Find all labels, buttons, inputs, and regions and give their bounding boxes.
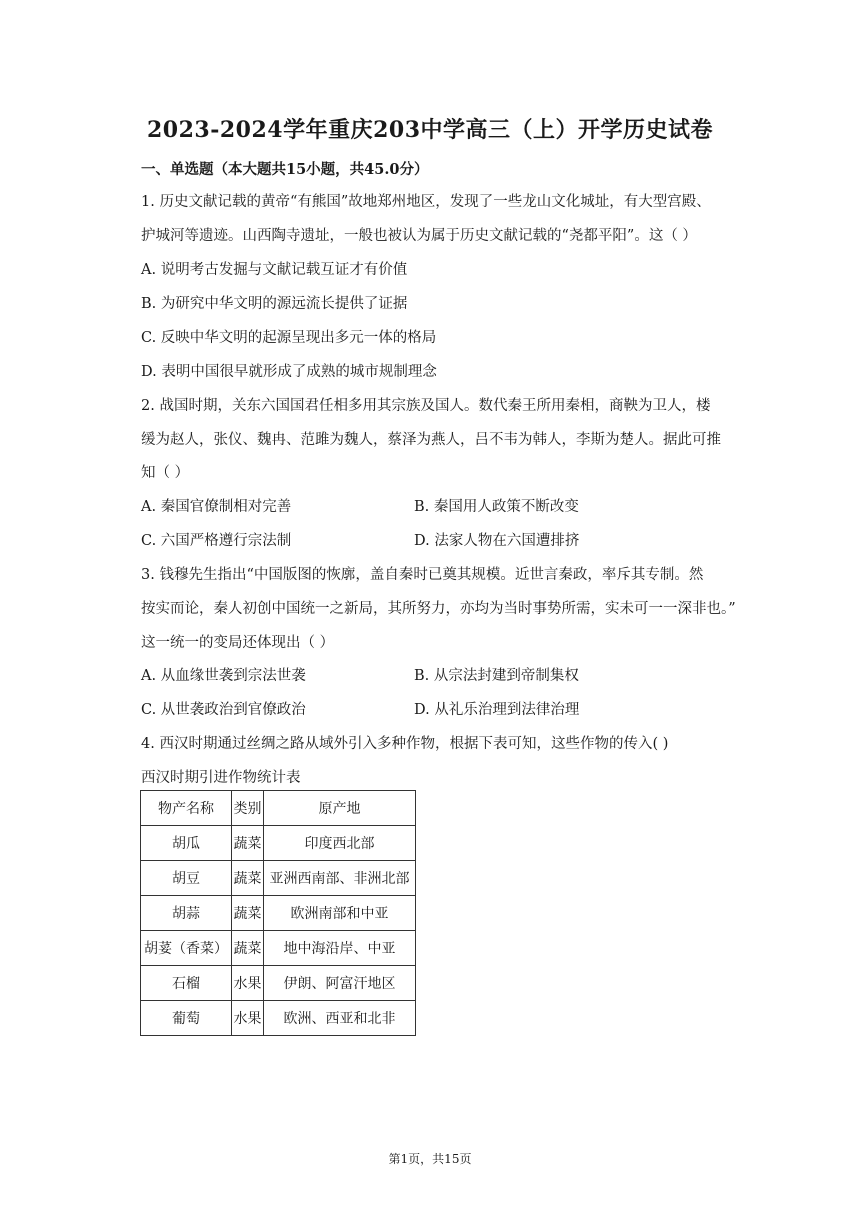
q2-option-a: A. 秦国官僚制相对完善 — [141, 499, 292, 515]
table-cell: 水果 — [232, 1001, 264, 1036]
table-header-cell: 类别 — [232, 791, 264, 826]
table-cell: 欧洲南部和中亚 — [264, 896, 416, 931]
table-cell: 水果 — [232, 966, 264, 1001]
q2-stem-line: 知（ ） — [141, 465, 190, 481]
crops-table — [140, 790, 416, 1036]
table-row — [141, 861, 416, 896]
section-heading: 一、单选题（本大题共15小题，共45.0分） — [141, 161, 429, 178]
table-cell: 葡萄 — [141, 1001, 232, 1036]
q3-stem-line: 3. 钱穆先生指出“中国版图的恢廓，盖自秦时已奠其规模。近世言秦政，率斥其专制。然 — [141, 567, 704, 583]
table-cell: 印度西北部 — [264, 826, 416, 861]
q1-option-b: B. 为研究中华文明的源远流长提供了证据 — [141, 296, 408, 312]
q1-stem-line: 护城河等遗迹。山西陶寺遗址，一般也被认为属于历史文献记载的“尧都平阳”。这（ ） — [141, 228, 697, 244]
q2-stem-line: 缓为赵人，张仪、魏冉、范雎为魏人，蔡泽为燕人，吕不韦为韩人，李斯为楚人。据此可推 — [141, 432, 721, 448]
table-header-cell: 原产地 — [264, 791, 416, 826]
q2-option-c: C. 六国严格遵行宗法制 — [141, 533, 292, 549]
table-cell: 地中海沿岸、中亚 — [264, 931, 416, 966]
q3-option-c: C. 从世袭政治到官僚政治 — [141, 702, 306, 718]
q3-stem-line: 按实而论，秦人初创中国统一之新局，其所努力，亦均为当时事势所需，实未可一一深非也。” — [141, 601, 736, 617]
q2-option-b: B. 秦国用人政策不断改变 — [414, 499, 579, 515]
table-cell: 欧洲、西亚和北非 — [264, 1001, 416, 1036]
table-cell: 蔬菜 — [232, 896, 264, 931]
table-cell: 亚洲西南部、非洲北部 — [264, 861, 416, 896]
table-cell: 蔬菜 — [232, 931, 264, 966]
q3-option-b: B. 从宗法封建到帝制集权 — [414, 668, 579, 684]
table-cell: 胡荽（香菜） — [141, 931, 232, 966]
q2-option-d: D. 法家人物在六国遭排挤 — [414, 533, 580, 549]
table-row — [141, 966, 416, 1001]
page-footer: 第1页，共15页 — [388, 1152, 472, 1166]
q1-option-d: D. 表明中国很早就形成了成熟的城市规制理念 — [141, 364, 437, 380]
table-caption: 西汉时期引进作物统计表 — [141, 770, 301, 786]
q3-option-d: D. 从礼乐治理到法律治理 — [414, 702, 580, 718]
q1-option-c: C. 反映中华文明的起源呈现出多元一体的格局 — [141, 330, 437, 346]
table-cell: 伊朗、阿富汗地区 — [264, 966, 416, 1001]
table-row — [141, 896, 416, 931]
table-cell: 蔬菜 — [232, 861, 264, 896]
table-cell: 蔬菜 — [232, 826, 264, 861]
q1-option-a: A. 说明考古发掘与文献记载互证才有价值 — [141, 262, 408, 278]
q3-option-a: A. 从血缘世袭到宗法世袭 — [141, 668, 306, 684]
table-header-row — [141, 791, 416, 826]
table-cell: 石榴 — [141, 966, 232, 1001]
table-cell: 胡蒜 — [141, 896, 232, 931]
table-row — [141, 826, 416, 861]
table-cell: 胡瓜 — [141, 826, 232, 861]
table-row — [141, 1001, 416, 1036]
table-header-cell: 物产名称 — [141, 791, 232, 826]
exam-title: 2023-2024学年重庆203中学高三（上）开学历史试卷 — [146, 117, 714, 143]
q2-stem-line: 2. 战国时期，关东六国国君任相多用其宗族及国人。数代秦王所用秦相，商鞅为卫人，楼 — [141, 398, 711, 414]
q1-stem-line: 1. 历史文献记载的黄帝“有熊国”故地郑州地区，发现了一些龙山文化城址，有大型宫殿、 — [141, 194, 711, 210]
q3-stem-line: 这一统一的变局还体现出（ ） — [141, 635, 335, 651]
q4-stem-line: 4. 西汉时期通过丝绸之路从域外引入多种作物，根据下表可知，这些作物的传入( ) — [141, 736, 669, 752]
table-cell: 胡豆 — [141, 861, 232, 896]
table-row — [141, 931, 416, 966]
